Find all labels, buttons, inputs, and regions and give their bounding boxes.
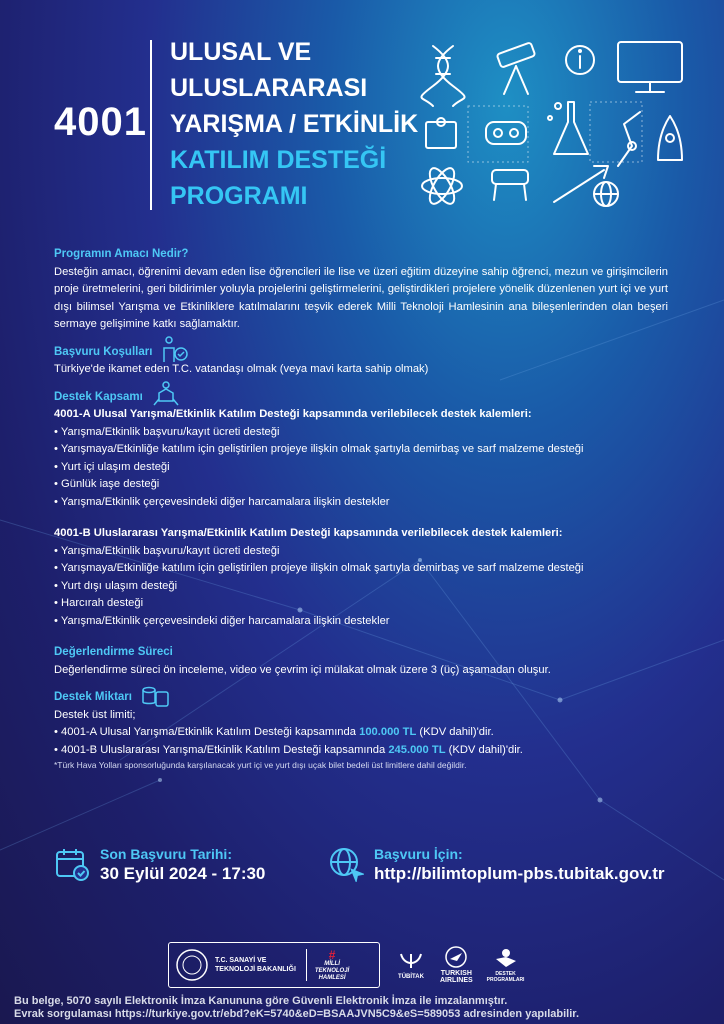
tubitak-logo: TÜBİTAK: [398, 950, 424, 980]
e-signature-notice: [14, 995, 579, 1021]
deadline-value: 30 Eylül 2024 - 17:30: [100, 864, 266, 883]
ministry-logo-box: [168, 942, 380, 988]
title-accent-line-2: PROGRAMI: [170, 182, 308, 210]
destek-emblem-icon: [494, 947, 518, 969]
miktar-note: *Türk Hava Yolları sponsorluğunda karşılanacak yurt içi ve yurt dışı uçak bilet bedeli üst limitlere dahil değildir.: [54, 760, 467, 770]
miktar-intro: Destek üst limiti;: [54, 708, 136, 721]
atom-icon: [422, 165, 462, 208]
ministry-line1: T.C. SANAYİ VE: [215, 957, 267, 964]
puzzle-icon: [426, 118, 456, 148]
kapsam-title: Destek Kapsamı: [54, 390, 143, 403]
tubitak-emblem-icon: [398, 950, 424, 972]
monitor-icon: [618, 42, 682, 92]
main-content: [54, 246, 668, 771]
apply-label: Başvuru İçin:: [374, 846, 463, 862]
degerlendirme-text: Değerlendirme süreci ön inceleme, video ve çevrim içi mülakat olmak üzere 3 (üç) aşamadan oluşur.: [54, 663, 551, 676]
kosullar-text: Türkiye'de ikamet eden T.C. vatandaşı olmak (veya mavi karta sahip olmak): [54, 363, 429, 375]
degerlendirme-title: Değerlendirme Süreci: [54, 646, 173, 658]
apply-url-link[interactable]: http://bilimtoplum-pbs.tubitak.gov.tr: [374, 864, 665, 883]
program-number: 4001: [54, 100, 147, 144]
list-item: • Yarışmaya/Etkinliğe katılım için geliştirilen projeye ilişkin olmak şartıyla demirbaş ve sarf malzeme desteği: [54, 441, 668, 459]
list-item: • Harcırah desteği: [54, 595, 668, 613]
deadline-block: [54, 846, 265, 884]
kapsam-a-heading: 4001-A Ulusal Yarışma/Etkinlik Katılım Desteği kapsamında verilebilecek destek kalemleri:: [54, 408, 532, 420]
list-item: • Yurt dışı ulaşım desteği: [54, 578, 668, 596]
list-item: • 4001-B Uluslararası Yarışma/Etkinlik Katılım Desteği kapsamında 245.000 TL (KDV dahil)'dir.: [54, 742, 668, 760]
page-title: [170, 34, 418, 214]
amount-a: 100.000 TL: [359, 726, 417, 738]
title-line-3: YARIŞMA / ETKİNLİK: [170, 110, 419, 138]
person-check-icon: [160, 334, 190, 364]
list-item: • Yurt içi ulaşım desteği: [54, 459, 668, 477]
destek-programlari-logo: DESTEK PROGRAMLARI: [487, 947, 525, 983]
kapsam-heading: [54, 389, 668, 407]
miktar-title: Destek Miktarı: [54, 691, 132, 703]
divider-line: [150, 40, 152, 210]
apply-block: [328, 846, 665, 884]
kapsam-b-heading: 4001-B Uluslararası Yarışma/Etkinlik Katılım Desteği kapsamında verilebilecek destek kalemleri:: [54, 527, 563, 539]
miktar-list: [54, 724, 668, 759]
dna-icon: [421, 46, 464, 106]
kapsam-a-list: [54, 424, 668, 512]
info-icon: [566, 46, 594, 74]
robot-dog-icon: [492, 170, 528, 200]
miktar-heading: [54, 689, 668, 707]
partner-logos: [168, 942, 568, 988]
title-accent-line-1: KATILIM DESTEĞİ: [170, 146, 387, 174]
list-item: • Yarışma/Etkinlik çerçevesindeki diğer harcamalara ilişkin destekler: [54, 494, 668, 512]
money-stack-icon: [140, 680, 170, 710]
deadline-label: Son Başvuru Tarihi:: [100, 846, 232, 862]
list-item: • Yarışma/Etkinlik başvuru/kayıt ücreti desteği: [54, 424, 668, 442]
list-item: • 4001-A Ulusal Yarışma/Etkinlik Katılım Desteği kapsamında 100.000 TL (KDV dahil)'dir.: [54, 724, 668, 742]
kosullar-title: Başvuru Koşulları: [54, 345, 153, 358]
list-item: • Yarışma/Etkinlik çerçevesindeki diğer harcamalara ilişkin destekler: [54, 613, 668, 631]
thy-emblem-icon: [445, 946, 467, 968]
signature-line-2: Evrak sorgulaması https://turkiye.gov.tr/ebd?eK=5740&eD=BSAAJVN5C9&eS=589053 adresinden yapılabilir.: [14, 1008, 580, 1020]
kapsam-b-list: [54, 543, 668, 631]
chemistry-flask-icon: [548, 102, 588, 154]
telescope-icon: [497, 42, 536, 94]
turkish-airlines-logo: TURKISH AIRLINES: [440, 946, 473, 984]
amount-b: 245.000 TL: [388, 743, 446, 756]
ministry-line2: TEKNOLOJİ BAKANLIĞI: [215, 966, 296, 973]
rocket-icon: [658, 116, 682, 160]
robotic-arm-icon: [618, 112, 640, 166]
signature-line-1: Bu belge, 5070 sayılı Elektronik İmza Kanununa göre Güvenli Elektronik İmza ile imzalanmıştır.: [14, 995, 508, 1007]
calendar-check-icon: [54, 846, 90, 882]
milli-teknoloji-logo: # MİLLİ TEKNOLOJİ HAMLESİ: [314, 947, 350, 981]
vr-headset-icon: [486, 122, 526, 144]
science-icons: [418, 36, 708, 216]
globe-cursor-icon: [328, 846, 364, 882]
list-item: • Günlük iaşe desteği: [54, 476, 668, 494]
people-support-icon: [151, 379, 181, 409]
title-line-1: ULUSAL VE: [170, 38, 312, 66]
title-line-2: ULUSLARARASI: [170, 74, 368, 102]
amac-title: Programın Amacı Nedir?: [54, 248, 189, 260]
ministry-emblem-icon: [175, 948, 209, 982]
kosullar-heading: [54, 344, 668, 362]
list-item: • Yarışma/Etkinlik başvuru/kayıt ücreti desteği: [54, 543, 668, 561]
globe-icon: [594, 182, 618, 206]
list-item: • Yarışmaya/Etkinliğe katılım için geliştirilen projeye ilişkin olmak şartıyla demirbaş ve sarf malzeme desteği: [54, 560, 668, 578]
amac-text: Desteğin amacı, öğrenimi devam eden lise öğrencileri ile lise ve üzeri eğitim düzeyine sahip öğrenci, mezun ve girişimcilerin proje üretmelerini, geri bildirimler yoluyla projelerini geliştirmelerini, geliştirdikleri projelere yönelik düzenlenen yurt içi ve yurt dışı bilimsel Yarışma ve Etkinliklere katılmalarını teşvik ederek Milli Teknoloji Hamlesinin ana bileşenlerinden olan beşeri sermaye gelişimine katkı sağlamaktır.: [54, 265, 668, 330]
